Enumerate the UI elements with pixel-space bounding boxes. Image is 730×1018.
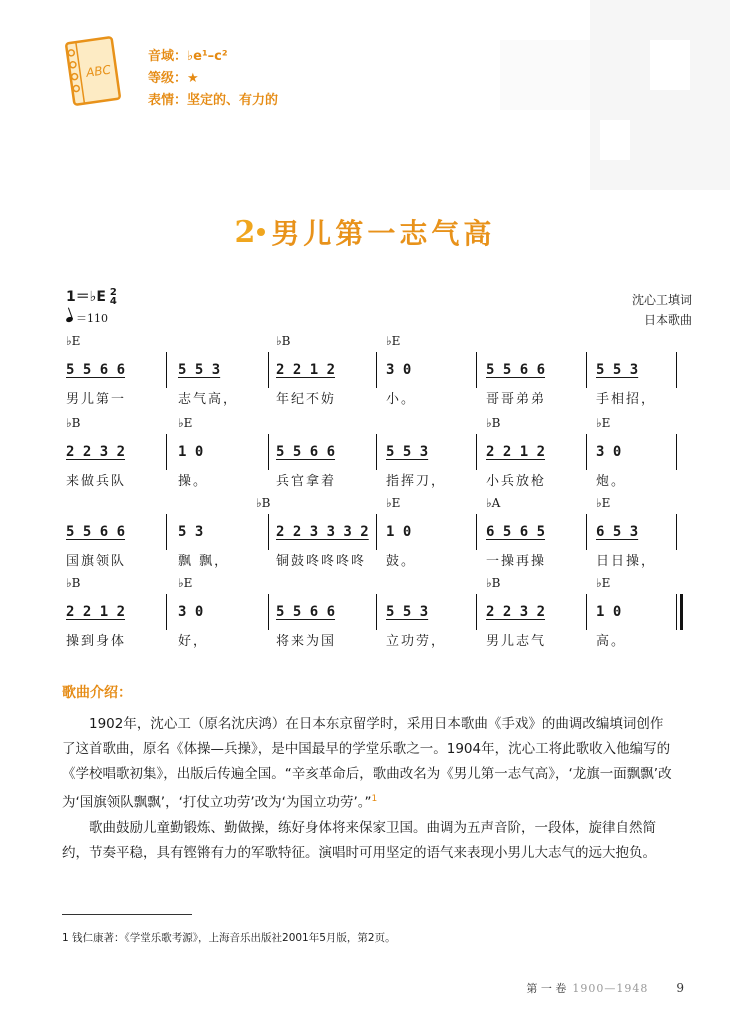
footnote: 1 钱仁康著：《学堂乐歌考源》，上海音乐出版社2001年5月版，第2页。 xyxy=(62,932,396,944)
notebook-icon xyxy=(62,30,124,112)
key-signature xyxy=(66,286,117,306)
title-dot xyxy=(257,228,265,236)
measure-notes: 5 3 xyxy=(178,524,204,540)
measure-notes: 1 0 xyxy=(596,604,622,620)
time-bottom: 4 xyxy=(109,296,117,307)
measure-notes: 2 2 1 2 xyxy=(276,362,336,378)
score-row xyxy=(66,416,686,496)
measure-notes: 1 0 xyxy=(386,524,412,540)
chord-symbol: ♭E xyxy=(178,576,193,590)
barline xyxy=(268,594,269,630)
lyric-text: 立功劳， xyxy=(386,634,447,649)
barline xyxy=(166,434,167,470)
expression-value: 坚定的、有力的 xyxy=(187,93,279,108)
lyric-text: 兵官拿着 xyxy=(276,474,337,489)
barline xyxy=(376,434,377,470)
lyric-text: 铜鼓咚咚咚咚 xyxy=(276,554,367,569)
level-value: ★ xyxy=(187,71,199,86)
song-meta xyxy=(148,46,278,112)
chord-symbol: ♭B xyxy=(486,416,501,430)
barline xyxy=(268,514,269,550)
lyric-text: 手相招， xyxy=(596,392,657,407)
credits xyxy=(632,290,692,330)
chord-symbol: ♭E xyxy=(386,496,401,510)
title-text: 男儿第一志气高 xyxy=(271,217,496,250)
footnote-divider xyxy=(62,914,192,915)
measure-notes: 5 5 6 6 xyxy=(276,444,336,460)
key-text: 1＝♭E xyxy=(66,289,106,305)
lyric-text: 男儿第一 xyxy=(66,392,127,407)
decorative-corner-shapes xyxy=(440,0,730,190)
chord-symbol: ♭B xyxy=(66,576,81,590)
chord-symbol: ♭B xyxy=(66,416,81,430)
lyric-text: 操。 xyxy=(178,474,209,489)
range-label: 音域： xyxy=(148,49,188,64)
barline xyxy=(376,514,377,550)
measure-notes: 5 5 3 xyxy=(386,604,429,620)
intro-text xyxy=(62,712,676,866)
lyric-text: 高。 xyxy=(596,634,627,649)
measure-notes: 2 2 1 2 xyxy=(486,444,546,460)
barline xyxy=(166,594,167,630)
score-row xyxy=(66,576,686,656)
chord-symbol: ♭B xyxy=(276,334,291,348)
svg-text:ABC: ABC xyxy=(85,62,112,80)
lyric-text: 小。 xyxy=(386,392,417,407)
measure-notes: 5 5 6 6 xyxy=(276,604,336,620)
measure-notes: 5 5 6 6 xyxy=(486,362,546,378)
barline xyxy=(376,352,377,388)
lyric-text: 操到身体 xyxy=(66,634,127,649)
lyric-text: 好， xyxy=(178,634,209,649)
score-row xyxy=(66,496,686,576)
barline xyxy=(476,594,477,630)
chord-symbol: ♭E xyxy=(596,496,611,510)
lyric-text: 年纪不妨 xyxy=(276,392,337,407)
lyric-text: 小兵放枪 xyxy=(486,474,547,489)
barline xyxy=(676,514,677,550)
chord-symbol: ♭A xyxy=(486,496,501,510)
measure-notes: 6 5 3 xyxy=(596,524,639,540)
measure-notes: 3 0 xyxy=(596,444,622,460)
era-label: 1900—1948 xyxy=(572,982,649,995)
measure-notes: 5 5 6 6 xyxy=(66,362,126,378)
barline xyxy=(676,352,677,388)
lyric-text: 飘 飘， xyxy=(178,554,230,569)
chord-symbol: ♭B xyxy=(486,576,501,590)
lyric-text: 日日操， xyxy=(596,554,657,569)
lyric-text: 指挥刀， xyxy=(386,474,447,489)
time-signature xyxy=(110,288,117,306)
score-row xyxy=(66,334,686,414)
measure-notes: 2 2 3 2 xyxy=(66,444,126,460)
chord-symbol: ♭E xyxy=(596,416,611,430)
quarter-note-icon xyxy=(65,316,73,323)
barline xyxy=(586,594,587,630)
intro-p1-text: 1902年，沈心工（原名沈庆鸿）在日本东京留学时，采用日本歌曲《手戏》的曲调改编填词创作了这首歌曲，原名《体操—兵操》，是中国最早的学堂乐歌之一。1904年，沈心工将此歌收入他编写的《学校唱歌初集》，出版后传遍全国。“辛亥革命后，歌曲改名为《男儿第一志气高》，‘龙旗一面飘飘’改为‘国旗领队飘飘’，‘打仗立功劳’改为‘为国立功劳’。” xyxy=(62,716,672,811)
measure-notes: 5 5 3 xyxy=(178,362,221,378)
intro-paragraph-2: 歌曲鼓励儿童勤锻炼、勤做操，练好身体将来保家卫国。曲调为五声音阶，一段体，旋律自然简约，节奏平稳，具有铿锵有力的军歌特征。演唱时可用坚定的语气来表现小男儿大志气的远大抱负。 xyxy=(62,819,656,861)
barline xyxy=(268,434,269,470)
lyric-text: 国旗领队 xyxy=(66,554,127,569)
tempo-marking xyxy=(66,310,108,326)
footnote-ref: 1 xyxy=(371,794,378,804)
time-top: 2 xyxy=(109,287,117,298)
measure-notes: 3 0 xyxy=(178,604,204,620)
page-footer xyxy=(526,980,684,996)
barline xyxy=(586,514,587,550)
intro-paragraph-1 xyxy=(62,712,676,816)
barline xyxy=(476,434,477,470)
measure-notes: 5 5 6 6 xyxy=(66,524,126,540)
barline xyxy=(586,434,587,470)
tempo-text: ＝110 xyxy=(76,312,108,325)
measure-notes: 5 5 3 xyxy=(596,362,639,378)
measure-notes: 5 5 3 xyxy=(386,444,429,460)
intro-heading: 歌曲介绍： xyxy=(62,685,132,701)
lyric-text: 将来为国 xyxy=(276,634,337,649)
barline xyxy=(476,352,477,388)
range-value: ♭e¹–c² xyxy=(187,49,228,64)
lyric-text: 哥哥弟弟 xyxy=(486,392,547,407)
chord-symbol: ♭B xyxy=(256,496,271,510)
measure-notes: 2 2 3 2 xyxy=(486,604,546,620)
title-number: 2 xyxy=(234,214,256,250)
measure-notes: 1 0 xyxy=(178,444,204,460)
barline xyxy=(166,352,167,388)
barline xyxy=(676,434,677,470)
measure-notes: 2 2 1 2 xyxy=(66,604,126,620)
chord-symbol: ♭E xyxy=(596,576,611,590)
composer: 日本歌曲 xyxy=(643,313,692,327)
barline xyxy=(586,352,587,388)
barline xyxy=(268,352,269,388)
barline xyxy=(166,514,167,550)
measure-notes: 3 0 xyxy=(386,362,412,378)
lyric-text: 男儿志气 xyxy=(486,634,547,649)
page-number: 9 xyxy=(676,981,684,995)
lyric-text: 一操再操 xyxy=(486,554,547,569)
measure-notes: 2 2 3 3 3 2 xyxy=(276,524,369,540)
expression-label: 表情： xyxy=(148,93,188,108)
lyricist: 沈心工填词 xyxy=(631,293,692,307)
volume-label: 第 一 卷 xyxy=(526,982,567,995)
lyric-text: 来做兵队 xyxy=(66,474,127,489)
song-title xyxy=(0,212,730,252)
chord-symbol: ♭E xyxy=(178,416,193,430)
barline xyxy=(376,594,377,630)
level-label: 等级： xyxy=(148,71,188,86)
barline xyxy=(476,514,477,550)
measure-notes: 6 5 6 5 xyxy=(486,524,546,540)
lyric-text: 炮。 xyxy=(596,474,627,489)
lyric-text: 鼓。 xyxy=(386,554,417,569)
lyric-text: 志气高， xyxy=(178,392,239,407)
chord-symbol: ♭E xyxy=(66,334,81,348)
chord-symbol: ♭E xyxy=(386,334,401,348)
